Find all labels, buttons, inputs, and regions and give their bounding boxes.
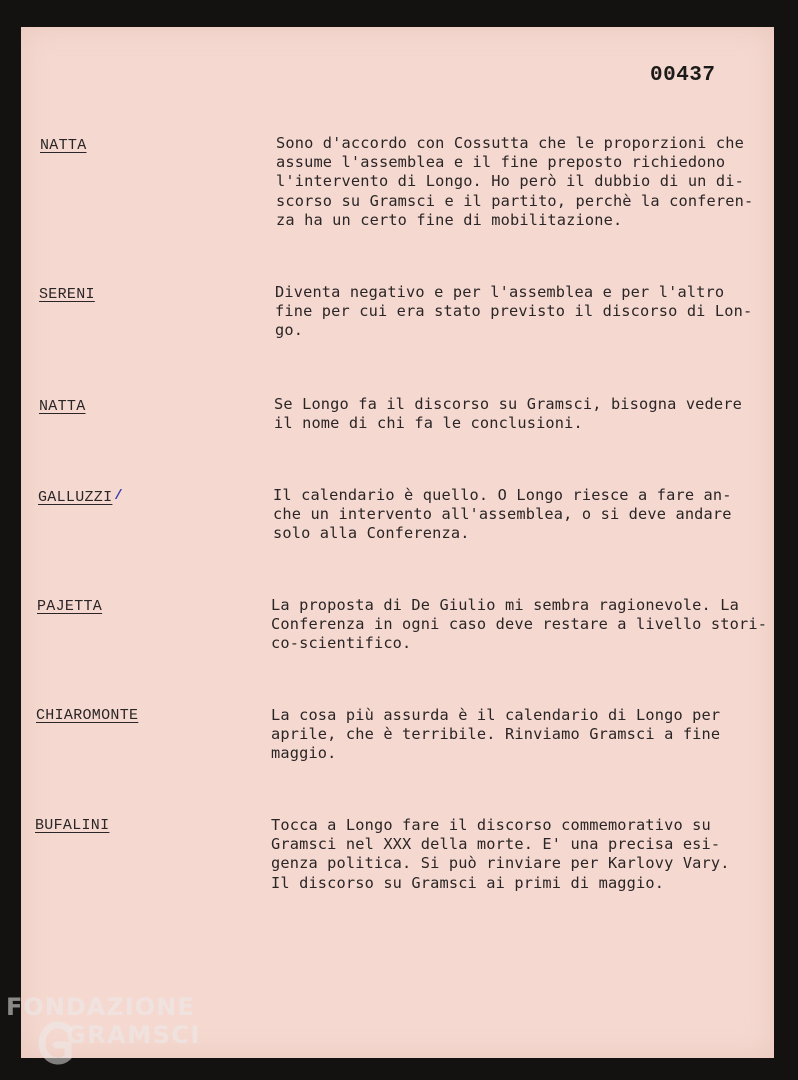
archive-watermark — [6, 993, 201, 1073]
speech-text: Tocca a Longo fare il discorso commemorativo su Gramsci nel XXX della morte. E' una precisa esi- genza politica. Si può rinviare per Karlovy Vary. Il discorso su Gramsci ai primi di maggio. — [271, 816, 730, 892]
speech-text: Sono d'accordo con Cossutta che le proporzioni che assume l'assemblea e il fine preposto richiedono l'intervento di Longo. Ho però il dubbio di un di- scorso su Gramsci e il partito, perchè la conferen- za ha un certo fine di mobilitazione. — [276, 134, 754, 229]
speaker-name: PAJETTA — [37, 598, 103, 615]
speech-text: Il calendario è quello. O Longo riesce a fare an- che un intervento all'assemblea, o si deve andare solo alla Conferenza. — [273, 486, 732, 543]
speech-text: La proposta di De Giulio mi sembra ragionevole. La Conferenza in ogni caso deve restare a livello stori- co-scientifico. — [271, 596, 768, 653]
speaker-name: NATTA — [40, 137, 87, 154]
speaker-name: CHIAROMONTE — [36, 707, 139, 724]
speaker-name: BUFALINI — [35, 817, 110, 834]
speech-text: Diventa negativo e per l'assemblea e per l'altro fine per cui era stato previsto il discorso di Lon- go. — [275, 283, 753, 340]
watermark-line1: FONDAZIONE — [6, 993, 195, 1021]
watermark-line2: GRAMSCI — [66, 1021, 201, 1049]
pen-mark: / — [114, 488, 123, 504]
speaker-name: GALLUZZI — [38, 489, 113, 506]
page-number: 00437 — [650, 64, 716, 87]
speech-text: La cosa più assurda è il calendario di Longo per aprile, che è terribile. Rinviamo Gramsci a fine maggio. — [271, 706, 721, 763]
speech-text: Se Longo fa il discorso su Gramsci, bisogna vedere il nome di chi fa le conclusioni. — [274, 395, 742, 433]
speaker-name: NATTA — [39, 398, 86, 415]
speaker-name: SERENI — [39, 286, 95, 303]
